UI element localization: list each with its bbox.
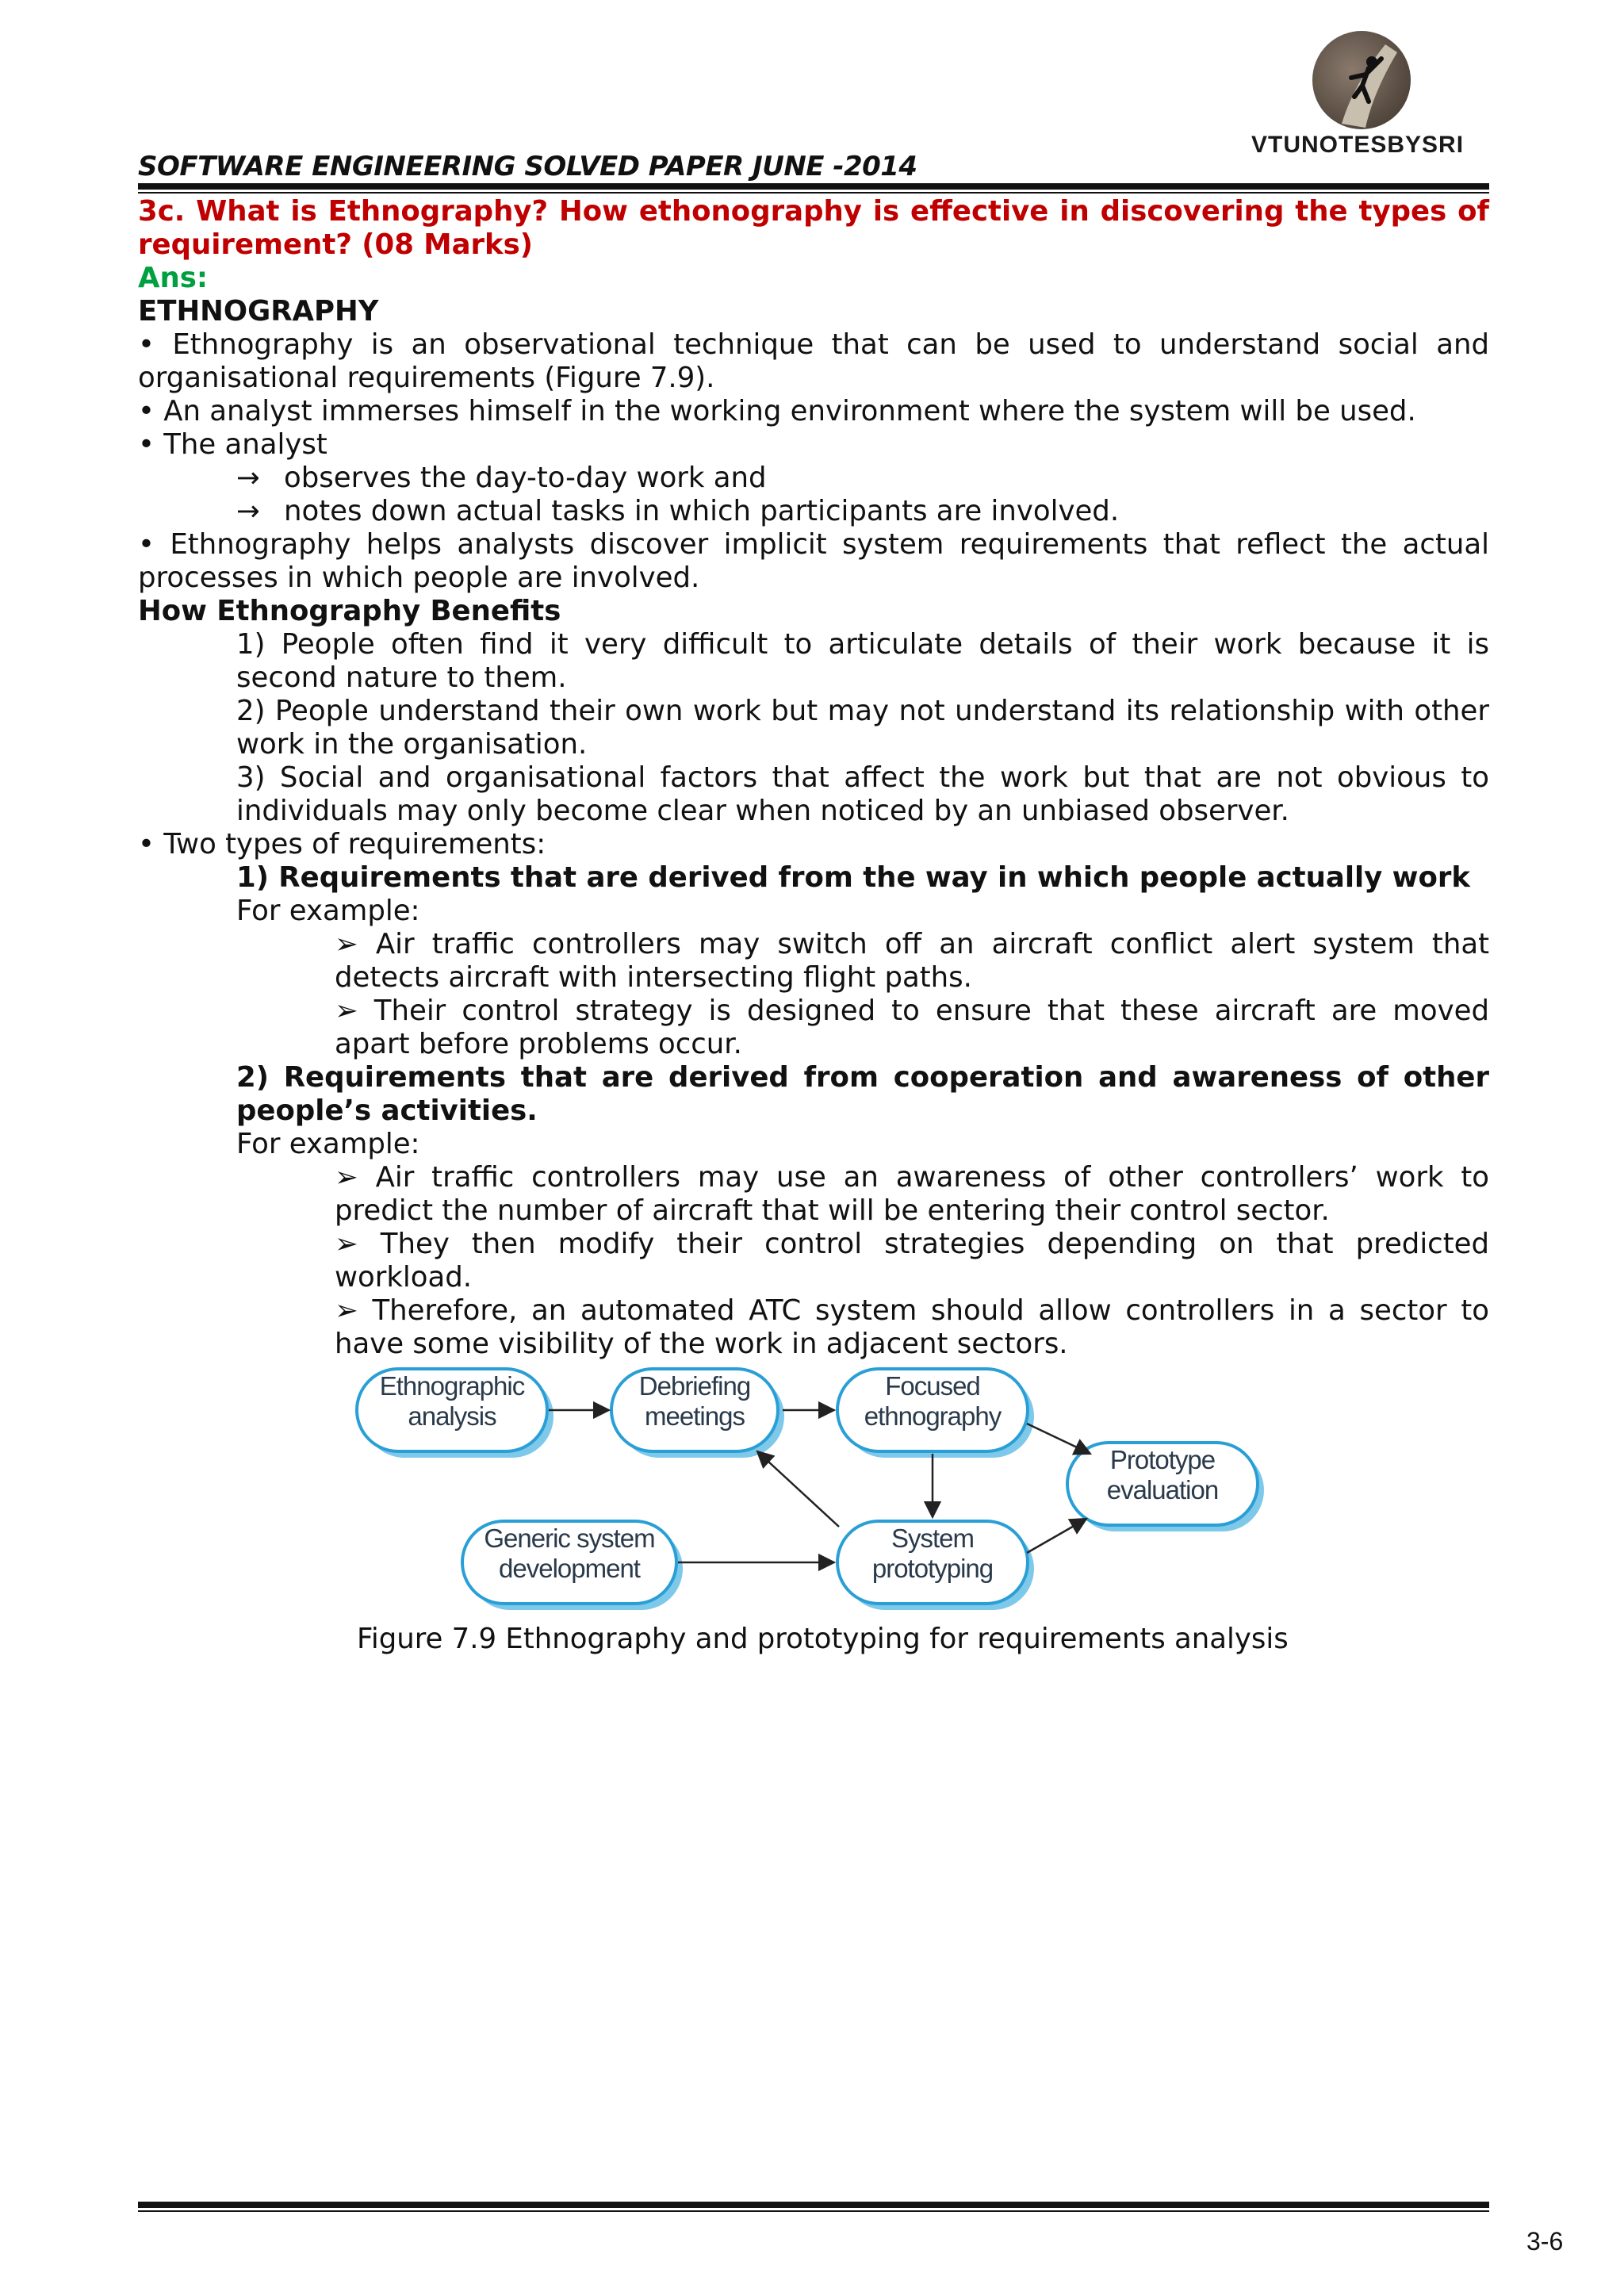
arrow-item-text: observes the day-to-day work and bbox=[284, 462, 767, 494]
question-heading: 3c. What is Ethnography? How ethonography is effective in discovering the types of requirement? (08 Marks) bbox=[138, 195, 1489, 261]
right-arrow-icon: → bbox=[236, 495, 260, 527]
diagram-node-label: Generic system bbox=[484, 1524, 655, 1553]
document-body bbox=[138, 195, 1489, 1361]
example-label: For example: bbox=[236, 1128, 420, 1160]
example-item: ➢ Their control strategy is designed to ensure that these aircraft are moved apart before problems occur. bbox=[335, 995, 1489, 1060]
section-heading-ethnography: ETHNOGRAPHY bbox=[138, 295, 379, 328]
header-rule-thin bbox=[138, 192, 1489, 194]
answer-label: Ans: bbox=[138, 262, 209, 294]
arrow-system-proto-debrief bbox=[757, 1451, 839, 1527]
diagram-node-generic-system-development bbox=[462, 1521, 683, 1610]
arrow-item bbox=[138, 495, 1489, 528]
diagram-node-label: meetings bbox=[645, 1401, 745, 1431]
benefit-item: 1) People often find it very difficult to articulate details of their work because it is second nature to them. bbox=[236, 628, 1489, 694]
figure-caption: Figure 7.9 Ethnography and prototyping for requirements analysis bbox=[357, 1623, 1289, 1655]
diagram-node-label: prototyping bbox=[871, 1554, 994, 1583]
footer-rule-thin bbox=[138, 2210, 1489, 2212]
logo-text: VTUNOTESBYSRI bbox=[1251, 132, 1465, 158]
example-item: ➢ Therefore, an automated ATC system should allow controllers in a sector to have some visibility of the work in adjacent sectors. bbox=[335, 1294, 1489, 1360]
diagram-node-system-prototyping bbox=[837, 1521, 1034, 1610]
bullet-item: • The analyst bbox=[138, 428, 327, 461]
arrow-focused-to-prototype-eval bbox=[1027, 1424, 1090, 1454]
diagram-node-label: System bbox=[891, 1524, 975, 1553]
diagram-node-label: analysis bbox=[408, 1401, 496, 1431]
example-item: ➢ Air traffic controllers may switch off an aircraft conflict alert system that detects aircraft with intersecting flight paths. bbox=[335, 928, 1489, 994]
diagram-node-debriefing-meetings bbox=[611, 1369, 784, 1458]
arrow-system-proto-to-eval bbox=[1027, 1519, 1086, 1553]
bullet-item: • Ethnography is an observational technique that can be used to understand social and organisational requirements (Figure 7.9). bbox=[138, 328, 1489, 394]
diagram-node-label: Prototype bbox=[1109, 1445, 1216, 1474]
requirement-type-1-heading: 1) Requirements that are derived from the way in which people actually work bbox=[236, 861, 1470, 894]
diagram-node-label: Ethnographic bbox=[379, 1371, 525, 1401]
example-item: ➢ Air traffic controllers may use an awareness of other controllers’ work to predict the number of aircraft that will be entering their control sector. bbox=[335, 1161, 1489, 1227]
example-item: ➢ They then modify their control strategies depending on that predicted workload. bbox=[335, 1228, 1489, 1294]
page-number: 3-6 bbox=[1526, 2227, 1564, 2256]
bullet-item: • An analyst immerses himself in the working environment where the system will be used. bbox=[138, 395, 1416, 427]
arrow-item-text: notes down actual tasks in which participants are involved. bbox=[284, 495, 1120, 527]
footer-rule bbox=[138, 2202, 1489, 2208]
diagram-node-prototype-evaluation bbox=[1067, 1443, 1264, 1531]
bullet-item: • Two types of requirements: bbox=[138, 828, 546, 861]
example-label: For example: bbox=[236, 895, 420, 927]
benefit-item: 3) Social and organisational factors that affect the work but that are not obvious to individuals may only become clear when noticed by an unbiased observer. bbox=[236, 761, 1489, 827]
diagram-node-label: Focused bbox=[885, 1371, 980, 1401]
section-heading-benefits: How Ethnography Benefits bbox=[138, 595, 561, 627]
diagram-node-label: development bbox=[499, 1554, 640, 1583]
page-header-title: SOFTWARE ENGINEERING SOLVED PAPER JUNE -2014 bbox=[138, 151, 917, 182]
diagram-node-focused-ethnography bbox=[837, 1369, 1034, 1458]
ethnography-prototyping-diagram bbox=[349, 1360, 1277, 1622]
header-rule bbox=[138, 183, 1489, 190]
right-arrow-icon: → bbox=[236, 462, 260, 494]
diagram-node-ethnographic-analysis bbox=[357, 1369, 553, 1458]
diagram-node-label: ethnography bbox=[864, 1401, 1002, 1431]
diagram-node-label: Debriefing bbox=[638, 1371, 751, 1401]
benefit-item: 2) People understand their own work but may not understand its relationship with other work in the organisation. bbox=[236, 695, 1489, 761]
climber-logo-icon bbox=[1310, 29, 1413, 132]
bullet-item: • Ethnography helps analysts discover implicit system requirements that reflect the actual processes in which people are involved. bbox=[138, 528, 1489, 594]
requirement-type-2-heading: 2) Requirements that are derived from cooperation and awareness of other people’s activities. bbox=[236, 1061, 1489, 1127]
diagram-node-label: evaluation bbox=[1106, 1475, 1219, 1504]
arrow-item bbox=[138, 462, 1489, 495]
